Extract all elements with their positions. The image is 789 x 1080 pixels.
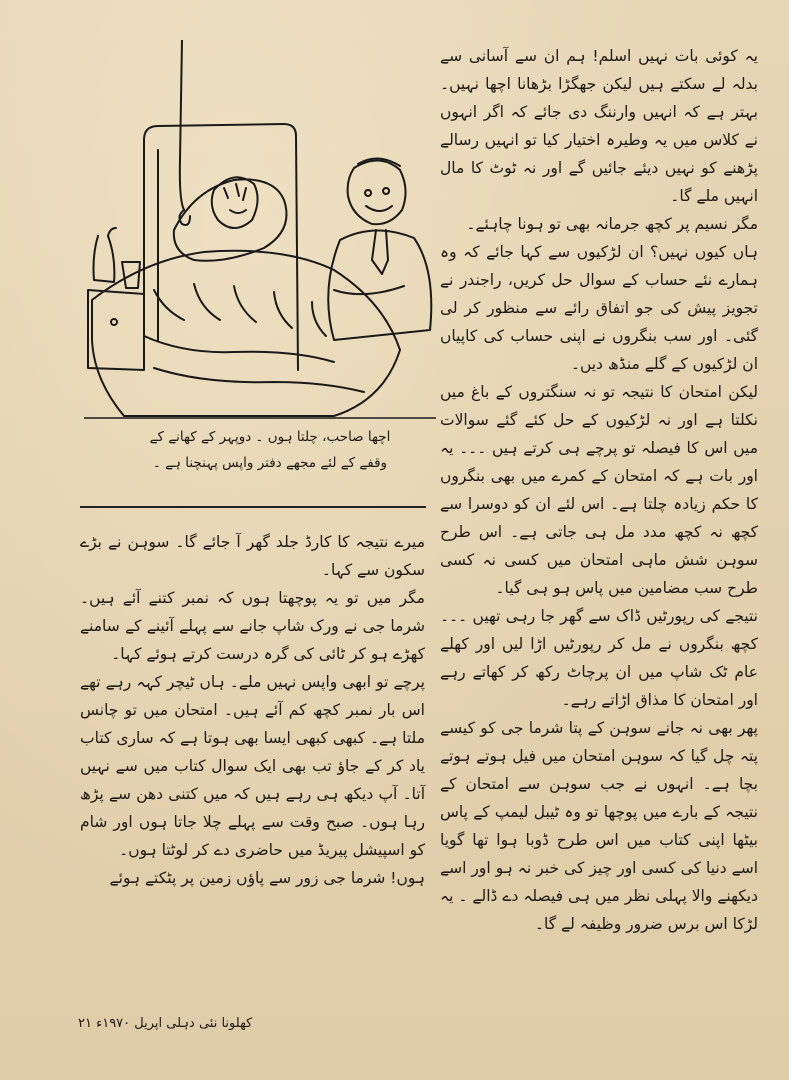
section-divider (80, 506, 426, 508)
right-text-column (440, 42, 758, 938)
paragraph: مگر نسیم پر کچھ جرمانہ بھی تو ہونا چاہئے۔ (466, 215, 758, 233)
caption-line-1: اچھا صاحب، چلتا ہوں ۔ دوپہر کے کھانے کے (149, 429, 391, 445)
page-footer: کھلونا نئی دہلی اپریل ۱۹۷۰ء ۲۱ (78, 1016, 253, 1031)
left-text-column (80, 528, 425, 892)
cartoon-illustration (84, 40, 436, 420)
paragraph: لیکن امتحان کا نتیجہ تو نہ سنگتروں کے باغ میں نکلتا ہے اور نہ لڑکیوں کے حل کئے گئے سوالات میں اس کا فیصلہ تو پرچے ہی کرتے ہیں ۔۔۔ یہ اور بات ہے کہ امتحان کے کمرے میں بھی بنگروں کا حکم زیادہ چلتا ہے۔ اس لئے ان کو دوسرا سے کچھ نہ کچھ مدد مل ہی جاتی ہے۔ اس طرح سوہن شش ماہی امتحان میں کسی نہ کسی طرح سب مضامین میں پاس ہو ہی گیا۔ (440, 383, 758, 597)
cartoon-caption (110, 424, 430, 476)
caption-line-2: وقفے کے لئے مجھے دفتر واپس پہنچنا ہے ۔ (152, 455, 388, 471)
paragraph: ہوں! شرما جی زور سے پاؤں زمین پر پٹکتے ہوئے (109, 869, 425, 887)
paragraph: پھر بھی نہ جانے سوہن کے پتا شرما جی کو کیسے پتہ چل گیا کہ سوہن امتحان میں فیل ہوتے ہوتے بچا ہے۔ انہوں نے جب سوہن سے امتحان کے نتیجہ کے بارے میں پوچھا تو وہ ٹیبل لیمپ کے پاس بیٹھا اپنی کتاب میں اس طرح ڈوبا ہوا تھا گویا اسے دنیا کی کسی اور چیز کی خبر نہ ہو اور اسے دیکھنے والا پہلی نظر میں ہی فیصلہ دے ڈالے ۔ یہ لڑکا اس برس ضرور وظیفہ لے گا۔ (440, 719, 758, 933)
paragraph: ہاں کیوں نہیں؟ ان لڑکیوں سے کہا جائے کہ وہ ہمارے نئے حساب کے سوال حل کریں، راجندر نے تجویز پیش کی جو اتفاق رائے سے منظور کر لی گئی۔ اور سب بنگروں نے اپنی حساب کی کاپیاں ان لڑکیوں کے گلے منڈھ دیں۔ (440, 243, 758, 373)
paragraph: یہ کوئی بات نہیں اسلم! ہم ان سے آسانی سے بدلہ لے سکتے ہیں لیکن جھگڑا بڑھانا اچھا نہیں۔ بہتر ہے کہ انہیں وارننگ دی جائے کہ اگر انہوں نے کلاس میں یہ وطیرہ اختیار کیا تو انہیں رسالے پڑھنے کو نہیں دیئے جائیں گے اور نہ ٹوٹ کا مال انہیں ملے گا۔ (440, 47, 758, 205)
paragraph: پرچے تو ابھی واپس نہیں ملے۔ ہاں ٹیچر کہہ رہے تھے اس بار نمبر کچھ کم آئے ہیں۔ امتحان میں تو چانس ملتا ہے۔ کبھی کبھی ایسا بھی ہوتا ہے کہ ساری کتاب یاد کر کے جاؤ تب بھی ایک سوال کتاب میں سے نہیں آتا۔ آپ دیکھ ہی رہے ہیں کہ میں کتنی دھن سے پڑھ رہا ہوں۔ صبح وقت سے پہلے چلا جاتا ہوں اور شام کو اسپیشل پیریڈ میں حاضری دے کر لوٹتا ہوں۔ (80, 673, 425, 859)
paragraph: میرے نتیجہ کا کارڈ جلد گھر آ جائے گا۔ سوہن نے بڑے سکون سے کہا۔ (80, 533, 425, 579)
paragraph: نتیجے کی رپورٹیں ڈاک سے گھر جا رہی تھیں ۔۔۔ کچھ بنگروں نے مل کر رپورٹیں اڑا لیں اور کھلے عام ٹک شاپ میں ان پرچاٹ رکھ کر کھاتے رہے اور امتحان کا مذاق اڑاتے رہے۔ (440, 607, 758, 709)
paragraph: مگر میں تو یہ پوچھتا ہوں کہ نمبر کتنے آئے ہیں۔ شرما جی نے ورک شاپ جانے سے پہلے آئینے کے سامنے کھڑے ہو کر ٹائی کی گرہ درست کرتے ہوئے کہا۔ (80, 589, 425, 663)
